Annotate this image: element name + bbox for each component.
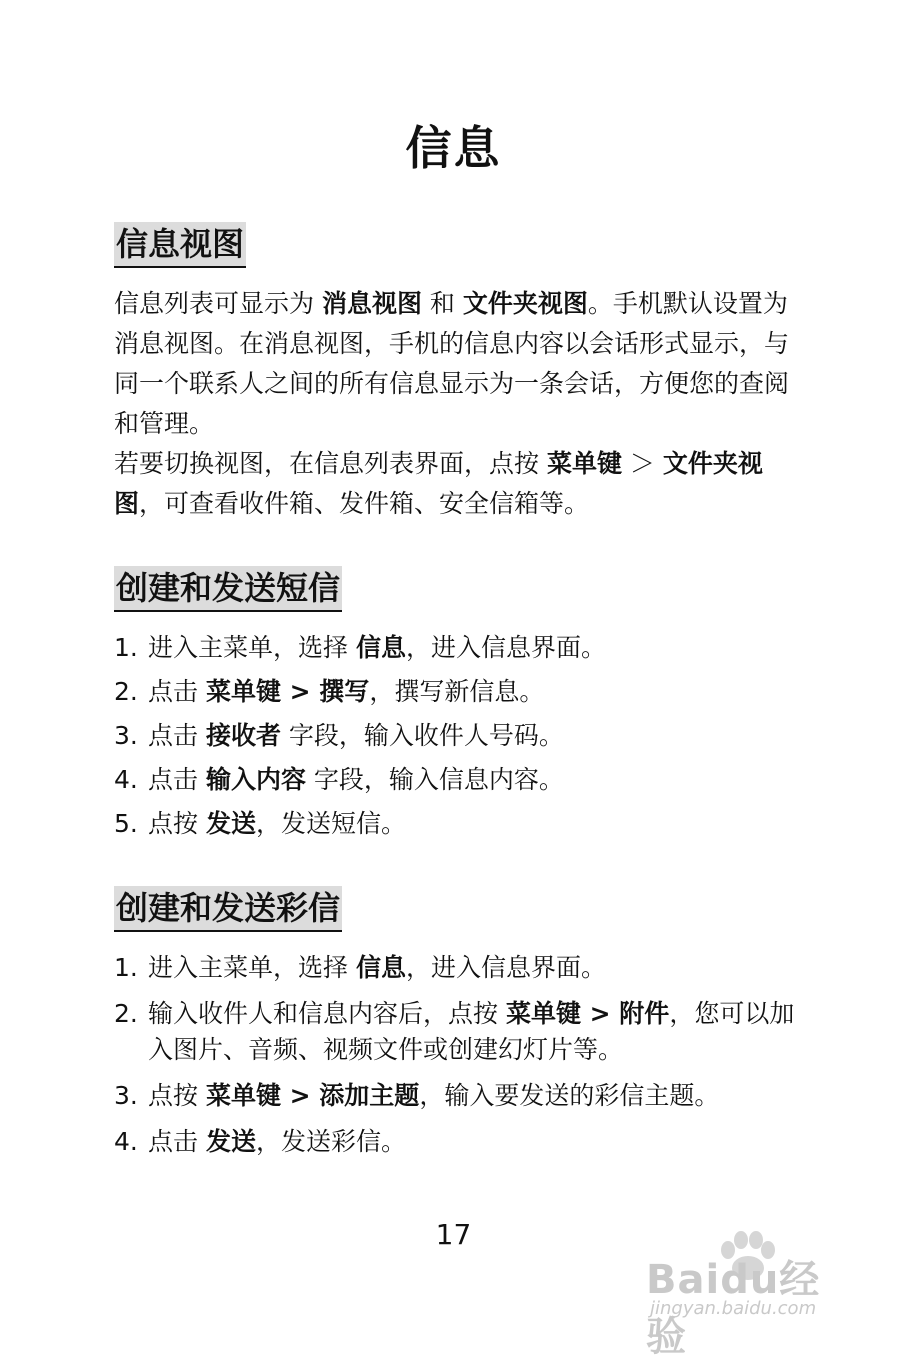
section-heading-message-view: 信息视图 [114, 222, 246, 268]
text-run: ，输入要发送的彩信主题。 [419, 1081, 720, 1110]
list-item-text [148, 953, 606, 982]
list-item [114, 996, 804, 1068]
bold-term: 接收者 [205, 721, 281, 750]
list-item-number: 1. [114, 953, 138, 982]
list-item [114, 630, 804, 666]
text-run: 信息列表可显示为 [114, 289, 322, 318]
bold-term: 菜单键 > 添加主题 [205, 1081, 420, 1110]
text-run: ，可查看收件箱、发件箱、安全信箱等。 [139, 489, 590, 518]
list-item-number: 3. [114, 1081, 138, 1110]
list-item-text [148, 677, 544, 706]
text-run: 字段，输入收件人号码。 [280, 721, 564, 750]
text-run: 点按 [148, 809, 206, 838]
bold-term: 文件夹视图 [462, 289, 588, 318]
bold-term: 菜单键 > 撰写 [205, 677, 370, 706]
bold-term: 信息 [355, 633, 406, 662]
text-run: 若要切换视图，在信息列表界面，点按 [114, 449, 547, 478]
page-title: 信息 [405, 121, 502, 175]
list-item [114, 674, 804, 710]
text-run: 进入主菜单，选择 [148, 953, 356, 982]
list-item-text [148, 765, 564, 794]
list-item-number: 2. [114, 999, 138, 1028]
bold-term: 发送 [205, 1127, 256, 1156]
baidu-watermark [640, 1228, 860, 1360]
text-run: ，发送短信。 [255, 809, 406, 838]
list-item-text [148, 809, 406, 838]
sms-steps-list [114, 630, 804, 842]
list-item-number: 3. [114, 721, 138, 750]
mms-steps-list [114, 950, 804, 1160]
list-item [114, 718, 804, 754]
page-number: 17 [435, 1218, 472, 1251]
bold-term: 文件夹视图 [114, 449, 763, 518]
bold-term: 消息视图 [321, 289, 422, 318]
list-item-text [148, 721, 564, 750]
text-run: 。手机默认设置为消息视图。在消息视图，手机的信息内容以会话形式显示，与同一个联系人之间的所有信息显示为一条会话，方便您的查阅和管理。 [114, 289, 790, 438]
paragraph-view-description [114, 284, 799, 444]
list-item-number: 1. [114, 633, 138, 662]
list-item-text [148, 1081, 719, 1110]
list-item [114, 762, 804, 798]
list-item [114, 950, 804, 986]
list-item [114, 806, 804, 842]
text-run: 点击 [148, 1127, 206, 1156]
section-heading-send-mms: 创建和发送彩信 [114, 886, 342, 932]
text-run: 和 [421, 289, 463, 318]
text-run: ，您可以加入图片、音频、视频文件或创建幻灯片等。 [148, 999, 795, 1064]
watermark-logo-text: Baidu经验 [646, 1257, 821, 1360]
paragraph-switch-view [114, 444, 799, 524]
bold-term: 输入内容 [205, 765, 306, 794]
text-run: 字段，输入信息内容。 [305, 765, 564, 794]
text-run: 点击 [148, 677, 206, 706]
text-run: ，撰写新信息。 [369, 677, 545, 706]
text-run: 输入收件人和信息内容后，点按 [148, 999, 506, 1028]
bold-term: 菜单键 > 附件 [505, 999, 670, 1028]
list-item-number: 2. [114, 677, 138, 706]
list-item-number: 4. [114, 765, 138, 794]
text-run: 点击 [148, 765, 206, 794]
list-item [114, 1124, 804, 1160]
list-item [114, 1078, 804, 1114]
watermark-url: jingyan.baidu.com [650, 1298, 817, 1319]
text-run: 点击 [148, 721, 206, 750]
bold-term: 发送 [205, 809, 256, 838]
list-item-text [148, 999, 794, 1064]
bold-term: 信息 [355, 953, 406, 982]
list-item-text [148, 633, 606, 662]
list-item-number: 5. [114, 809, 138, 838]
list-item-text [148, 1127, 406, 1156]
list-item-number: 4. [114, 1127, 138, 1156]
text-run: ，发送彩信。 [255, 1127, 406, 1156]
text-run: ，进入信息界面。 [405, 633, 606, 662]
text-run: 进入主菜单，选择 [148, 633, 356, 662]
text-run: 点按 [148, 1081, 206, 1110]
section-heading-send-sms: 创建和发送短信 [114, 566, 342, 612]
bold-term: 菜单键 [546, 449, 622, 478]
text-run: ，进入信息界面。 [405, 953, 606, 982]
text-run: ＞ [621, 449, 663, 478]
